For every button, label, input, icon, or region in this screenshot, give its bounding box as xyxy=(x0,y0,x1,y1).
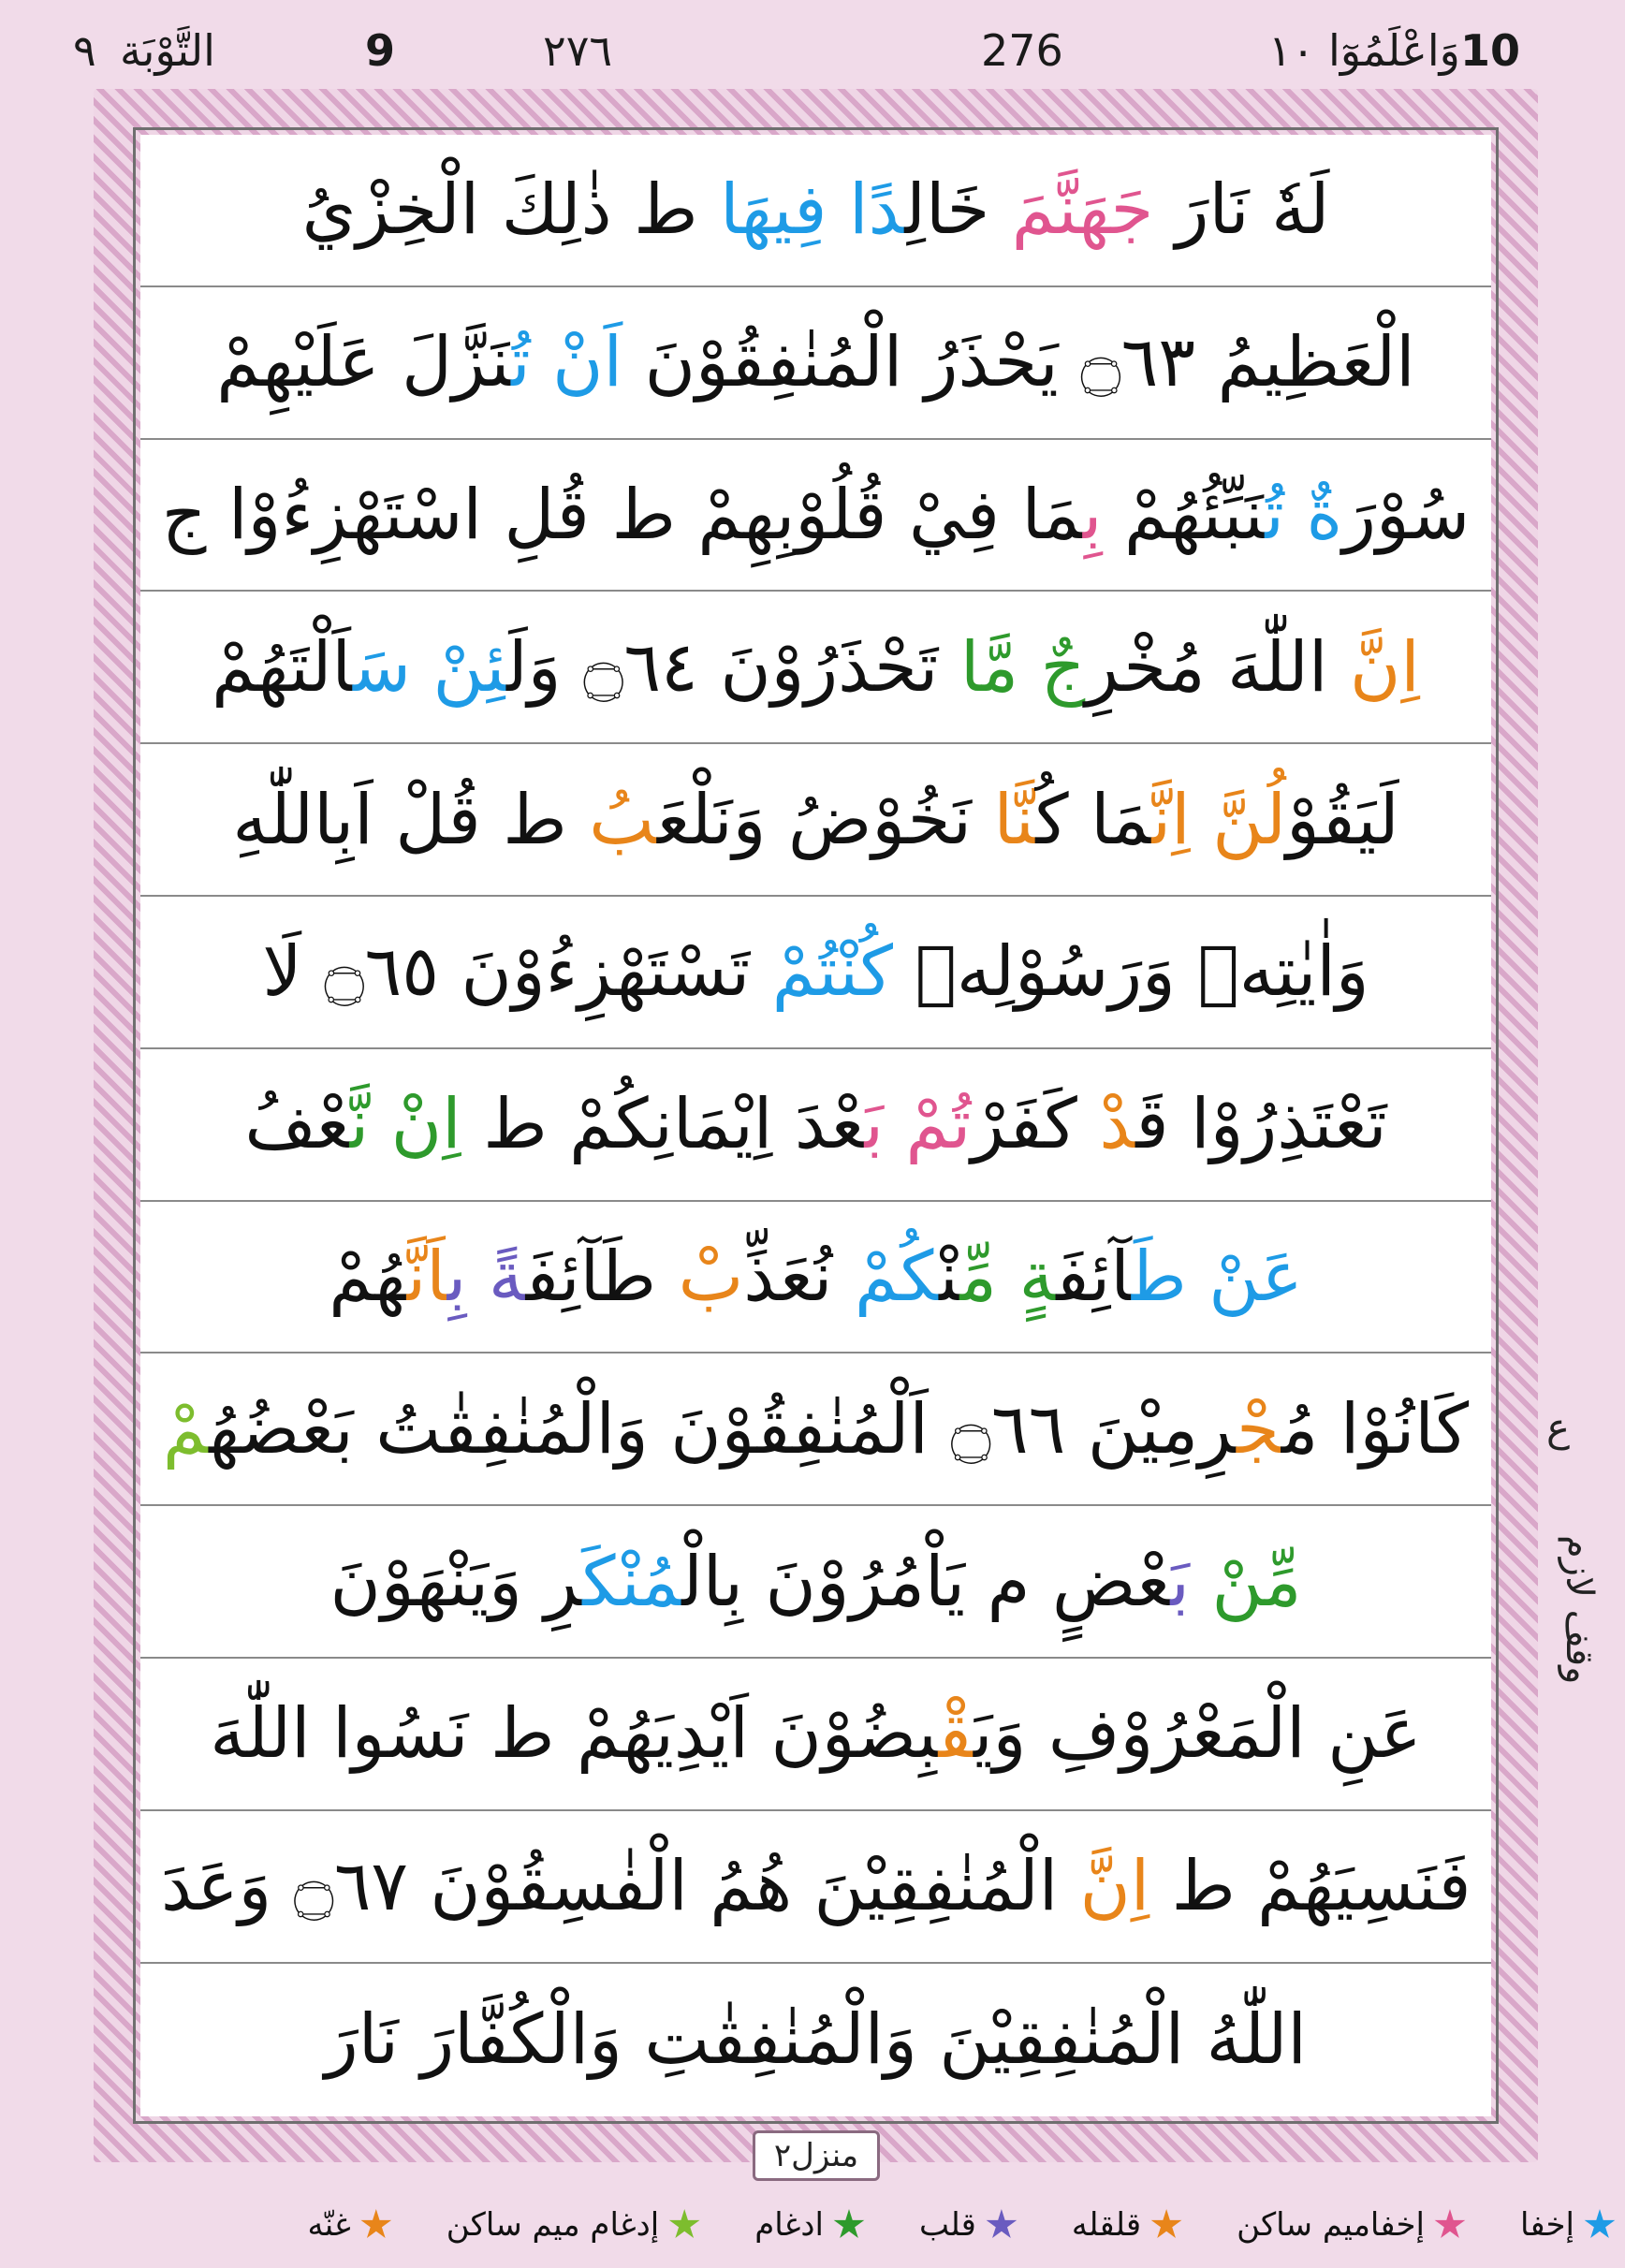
text-segment: نْ xyxy=(939,1236,960,1317)
text-segment: عَنْ طَ xyxy=(1131,1236,1303,1317)
verse-line-text xyxy=(216,315,1414,409)
page-number: 276 xyxy=(981,25,1063,76)
legend-item xyxy=(1237,2206,1466,2244)
text-segment: نُعَذِّ xyxy=(743,1236,855,1317)
text-segment: عْفُ xyxy=(244,1084,350,1165)
legend-item xyxy=(754,2206,865,2244)
text-segment: مْ xyxy=(162,1388,210,1470)
surah-number: 9 xyxy=(365,25,396,76)
text-segment: اللّٰهَ مُخْرِ xyxy=(1085,626,1350,708)
verse-line-text xyxy=(163,1383,1469,1476)
text-segment: بُ xyxy=(589,779,657,860)
verse-line xyxy=(140,1964,1491,2116)
text-segment: اِنْ نَّ xyxy=(349,1084,461,1165)
verse-line xyxy=(140,1506,1491,1659)
text-segment: بْ xyxy=(678,1236,744,1317)
text-segment: ةٌ تُ xyxy=(1265,474,1343,555)
text-segment: هُمْ xyxy=(329,1236,407,1317)
text-segment: ةٍ مِّ xyxy=(959,1236,1057,1317)
verse-line-text xyxy=(162,468,1470,562)
legend-label: إدغام ميم ساكن xyxy=(446,2206,660,2244)
surah-name: التَّوْبَة xyxy=(120,25,215,76)
verse-line-text xyxy=(210,1687,1421,1780)
text-segment: جٌ مَّا xyxy=(959,626,1086,708)
text-segment: اِنَّ xyxy=(1079,1846,1149,1927)
verse-line-text xyxy=(302,163,1330,256)
text-segment: دْ xyxy=(1099,1084,1136,1165)
verse-line-text xyxy=(325,1993,1307,2086)
text-segment: سُوْرَ xyxy=(1342,474,1471,555)
verse-line-text xyxy=(232,773,1398,867)
text-segment: كَانُوْا مُ xyxy=(1281,1388,1470,1470)
verse-line xyxy=(140,1353,1491,1506)
text-segment: جَهَنَّمَ xyxy=(1011,169,1154,251)
verse-line xyxy=(140,135,1491,287)
verse-line-text xyxy=(330,1535,1302,1629)
star-icon xyxy=(1584,2209,1616,2241)
text-segment: جْ xyxy=(1236,1388,1281,1470)
legend-label: إخفاميم ساكن xyxy=(1237,2206,1425,2244)
legend-label: إخفا xyxy=(1519,2206,1574,2244)
text-segment: فَنَسِيَهُمْ ط xyxy=(1149,1846,1471,1927)
verse-line-text xyxy=(212,621,1420,714)
star-icon xyxy=(360,2209,392,2241)
text-segment: بِ xyxy=(1082,474,1103,555)
page-number-arabic: ٢٧٦ xyxy=(543,25,613,76)
text-segment: اللّٰهُ الْمُنٰفِقِيْنَ وَالْمُنٰفِقٰتِ وَالْكُفَّارَ نَارَ xyxy=(325,1998,1307,2080)
text-segment: تَسْتَهْزِءُوْنَ ۝٦٥ لَا xyxy=(262,931,772,1013)
verse-line-text xyxy=(244,1077,1386,1171)
text-segment: مُنْكَ xyxy=(582,1541,682,1622)
star-icon xyxy=(668,2209,700,2241)
star-icon xyxy=(1150,2209,1182,2241)
verse-line xyxy=(140,1811,1491,1964)
juz-number: 10 xyxy=(1460,25,1521,76)
ruku-marker: ع xyxy=(1546,1404,1571,1450)
text-segment: عْضٍ م يَاْمُرُوْنَ بِالْ xyxy=(681,1541,1171,1622)
text-segment: اِنَّ xyxy=(1349,626,1420,708)
verse-line xyxy=(140,897,1491,1049)
text-segment: عَنِ الْمَعْرُوْفِ وَيَ xyxy=(973,1693,1422,1775)
text-segment: مَا فِيْ قُلُوْبِهِمْ ط قُلِ اسْتَهْزِءُوْا ج xyxy=(161,474,1083,555)
text-segment: بَ xyxy=(1170,1541,1190,1622)
star-icon xyxy=(833,2209,865,2241)
waqf-lazim-note: وقف لازم xyxy=(1558,1535,1601,1685)
manzil-tab: منزل٢ xyxy=(753,2130,880,2181)
text-segment: رِ وَيَنْهَوْنَ xyxy=(329,1541,583,1622)
text-segment: مِّنْ xyxy=(1211,1541,1302,1622)
text-segment: تُمْ بَ xyxy=(864,1084,972,1165)
text-segment: تَحْذَرُوْنَ ۝٦٤ وَلَ xyxy=(506,626,960,708)
verse-line-text xyxy=(161,1839,1471,1933)
legend-item xyxy=(308,2206,392,2244)
verse-line xyxy=(140,1202,1491,1354)
verse-line-text xyxy=(329,1230,1302,1324)
text-segment: مَا كُ xyxy=(1035,779,1152,860)
star-icon xyxy=(986,2209,1017,2241)
text-segment: تَعْتَذِرُوْا قَ xyxy=(1135,1084,1387,1165)
legend-label: ادغام xyxy=(754,2206,824,2244)
text-segment: كَفَرْ xyxy=(971,1084,1100,1165)
legend-label: قلب xyxy=(919,2206,976,2244)
verse-line xyxy=(140,592,1491,744)
juz-name: وَاعْلَمُوٓا ١٠ xyxy=(1268,25,1460,76)
text-segment: لُنَّ اِنَّ xyxy=(1151,779,1287,860)
text-segment: دًا xyxy=(849,169,905,251)
legend-item xyxy=(1072,2206,1182,2244)
text-segment: نَبِّئُهُمْ xyxy=(1102,474,1266,555)
verse-line xyxy=(140,440,1491,593)
text-segment: طَآئِفَ xyxy=(525,1236,679,1317)
text-segment: اَنْ تُ xyxy=(511,322,623,403)
legend-item xyxy=(919,2206,1017,2244)
text-segment: الْعَظِيمُ ۝٦٣ يَحْذَرُ الْمُنٰفِقُوْنَ xyxy=(622,322,1415,403)
text-segment: اَنَّ xyxy=(406,1236,447,1317)
text-segment: فِيهَا xyxy=(720,169,827,251)
text-segment: كُنْتُمْ xyxy=(771,931,893,1013)
verse-line xyxy=(140,1659,1491,1811)
text-segment: ط ذٰلِكَ الْخِزْيُ xyxy=(301,169,721,251)
text-segment: ط قُلْ اَبِاللّٰهِ xyxy=(232,779,590,860)
legend-item xyxy=(447,2206,700,2244)
text-segment: عْدَ اِيْمَانِكُمْ ط xyxy=(461,1084,865,1165)
text-segment: ةً بِ xyxy=(447,1236,526,1317)
text-segment: خَالِ xyxy=(904,169,1012,251)
verse-line-text xyxy=(262,925,1369,1018)
text-segment: نَخُوْضُ وَنَلْعَ xyxy=(656,779,994,860)
star-icon xyxy=(1434,2209,1466,2241)
text-segment: نَزَّلَ عَلَيْهِمْ xyxy=(216,322,512,403)
text-segment: ئِنْ سَ xyxy=(352,626,507,708)
text-segment: آئِفَ xyxy=(1056,1236,1132,1317)
text-segment: نَّا xyxy=(993,779,1036,860)
text-segment xyxy=(1190,1542,1212,1622)
tajweed-legend xyxy=(0,2192,1625,2258)
text-segment: لَهٗ نَارَ xyxy=(1153,169,1330,251)
text-segment: اَلْتَهُمْ xyxy=(212,626,353,708)
text-segment: الْمُنٰفِقِيْنَ هُمُ الْفٰسِقُوْنَ ۝٦٧ وَعَدَ xyxy=(160,1846,1080,1927)
legend-label: قلقله xyxy=(1071,2206,1142,2244)
page-header xyxy=(0,0,1625,101)
text-segment xyxy=(827,169,849,250)
surah-number-arabic: ٩ xyxy=(73,25,96,76)
text-segment: وَاٰيٰتِهٖ وَرَسُوْلِهٖ xyxy=(892,931,1369,1013)
text-segment: لَيَقُوْ xyxy=(1286,779,1399,860)
text-segment: بِضُوْنَ اَيْدِيَهُمْ ط نَسُوا اللّٰهَ xyxy=(210,1693,939,1775)
text-segment: قْ xyxy=(938,1693,974,1775)
text-segment: رِمِيْنَ ۝٦٦ اَلْمُنٰفِقُوْنَ وَالْمُنٰفِقٰتُ بَعْضُهُ xyxy=(209,1388,1237,1470)
verse-line xyxy=(140,287,1491,440)
legend-label: غنّه xyxy=(307,2206,351,2244)
verse-line xyxy=(140,1049,1491,1202)
verse-line xyxy=(140,744,1491,897)
legend-item xyxy=(1520,2206,1616,2244)
text-segment: كُمْ xyxy=(854,1236,940,1317)
quran-text-panel xyxy=(140,135,1491,2116)
